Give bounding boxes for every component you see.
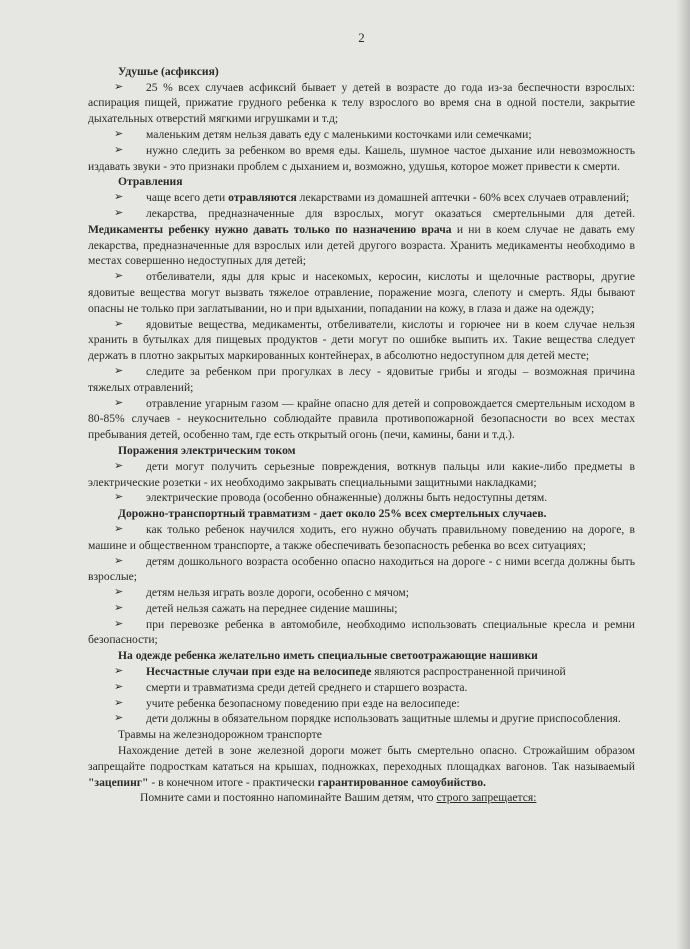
heading-road-title: Дорожно-транспортный травматизм: [118, 507, 311, 521]
bullet-bike-1: [88, 664, 635, 680]
bullet-poisoning-5: ➢ следите за ребенком при прогулках в лесу - ядовитые грибы и ягоды – возможная причина тяжелых отравлений;: [88, 364, 635, 396]
text-part: Помните сами и постоянно напоминайте Вашим детям, что: [140, 791, 434, 805]
bullet-poisoning-4: ➢ ядовитые вещества, медикаменты, отбеливатели, кислоты и горючее ни в коем случае нельзя хранить в бутылках для пищевых продуктов - дети могут по ошибке выпить их. Такие вещества следует держать в плотно закрытых маркированных контейнерах, в абсолютно недоступном для детей месте;: [88, 317, 635, 364]
text-part: чаще всего дети: [146, 191, 226, 205]
bullet-poisoning-3: ➢ отбеливатели, яды для крыс и насекомых, керосин, кислоты и щелочные растворы, другие ядовитые вещества могут вызвать тяжелое отравление, поражение мозга, слепоту и смерть. Яды бывают опасны не только при заглатывании, но и при вдыхании, попадании на кожу, в глаза и даже на одежду;: [88, 269, 635, 316]
heading-road-rest: - дает около 25% всех смертельных случаев.: [313, 507, 547, 521]
text-term: "зацепинг": [88, 775, 149, 789]
page-number: 2: [358, 30, 365, 45]
bullet-asphyxia-3: ➢ нужно следить за ребенком во время еды. Кашель, шумное частое дыхание или невозможность издавать звуки - это признаки проблем с дыханием и, возможно, удушья, которое может привести к смерти.: [88, 143, 635, 175]
text-part: Нахождение детей в зоне железной дороги может быть смертельно опасно. Строжайшим образом запрещайте подросткам кататься на крышах, подножках, переходных площадках вагонов. Так называемый: [88, 744, 635, 773]
text-underlined: строго запрещается:: [436, 791, 537, 805]
heading-reflective: На одежде ребенка желательно иметь специальные светоотражающие нашивки: [118, 649, 538, 663]
text-bold: Медикаменты ребенку нужно давать только по назначению врача: [88, 222, 452, 236]
heading-railway: Травмы на железнодорожном транспорте: [118, 728, 322, 742]
text-part: и ни в коем случае не давать ему лекарства, предназначенные для взрослых или детей другого возраста. Хранить медикаменты необходимо в местах совершенно недоступных для детей;: [88, 222, 635, 268]
bullet-poisoning-2: [88, 206, 635, 269]
heading-electric: Поражения электрическим током: [118, 443, 296, 457]
bullet-asphyxia-2: ➢ маленьким детям нельзя давать еду с маленькими косточками или семечками;: [88, 127, 635, 143]
bullet-bike-3: ➢ учите ребенка безопасному поведению при езде на велосипеде:: [88, 696, 635, 712]
bullet-electric-1: ➢ дети могут получить серьезные повреждения, воткнув пальцы или какие-либо предметы в электрические розетки - их необходимо закрывать специальными защитными накладками;: [88, 459, 635, 491]
bullet-road-2: ➢ детям дошкольного возраста особенно опасно находиться на дороге - с ними всегда должны быть взрослые;: [88, 554, 635, 586]
text-bold: гарантированное самоубийство.: [317, 775, 486, 789]
text-part: являются распространенной причиной: [374, 665, 566, 679]
paragraph-remember: [88, 790, 635, 806]
bullet-road-3: ➢ детям нельзя играть возле дороги, особенно с мячом;: [88, 585, 635, 601]
heading-road: [88, 506, 635, 522]
heading-poisoning: Отравления: [118, 175, 183, 189]
bullet-poisoning-6: ➢ отравление угарным газом — крайне опасно для детей и сопровождается смертельным исходом в 80-85% случаев - неукоснительно соблюдайте правила противопожарной безопасности во всех местах пребывания детей, особенно там, где есть открытый огонь (печи, камины, бани и т.д.).: [88, 396, 635, 443]
text-bold: Несчастные случаи при езде на велосипеде: [146, 665, 372, 679]
text-part: - в конечном итоге - практически: [151, 775, 315, 789]
bullet-poisoning-1: [88, 190, 635, 206]
text-part: лекарствами из домашней аптечки - 60% всех случаев отравлений;: [299, 191, 630, 205]
bullet-road-5: ➢ при перевозке ребенка в автомобиле, необходимо использовать специальные кресла и ремни безопасности;: [88, 617, 635, 649]
bullet-bike-4: ➢ дети должны в обязательном порядке использовать защитные шлемы и другие приспособления.: [88, 711, 635, 727]
text-bold: отравляются: [228, 191, 297, 205]
text-part: лекарства, предназначенные для взрослых, могут оказаться смертельными для детей.: [146, 206, 635, 220]
page-edge-shadow: [676, 0, 690, 949]
bullet-electric-2: ➢ электрические провода (особенно обнаженные) должны быть недоступны детям.: [88, 490, 635, 506]
paragraph-railway: [88, 743, 635, 790]
bullet-road-4: ➢ детей нельзя сажать на переднее сидение машины;: [88, 601, 635, 617]
bullet-road-1: ➢ как только ребенок научился ходить, его нужно обучать правильному поведению на дороге, в машине и общественном транспорте, а также обеспечивать безопасность ребенка во всех ситуациях;: [88, 522, 635, 554]
bullet-bike-2: ➢ смерти и травматизма среди детей среднего и старшего возраста.: [88, 680, 635, 696]
heading-asphyxia: Удушье (асфиксия): [118, 64, 219, 78]
bullet-asphyxia-1: ➢ 25 % всех случаев асфиксий бывает у детей в возрасте до года из-за беспечности взрослых: аспирация пищей, прижатие грудного ребенка к телу взрослого во время сна в одной постели, закрытие дыхательных отверстий мягкими игрушками и т.д;: [88, 80, 635, 127]
